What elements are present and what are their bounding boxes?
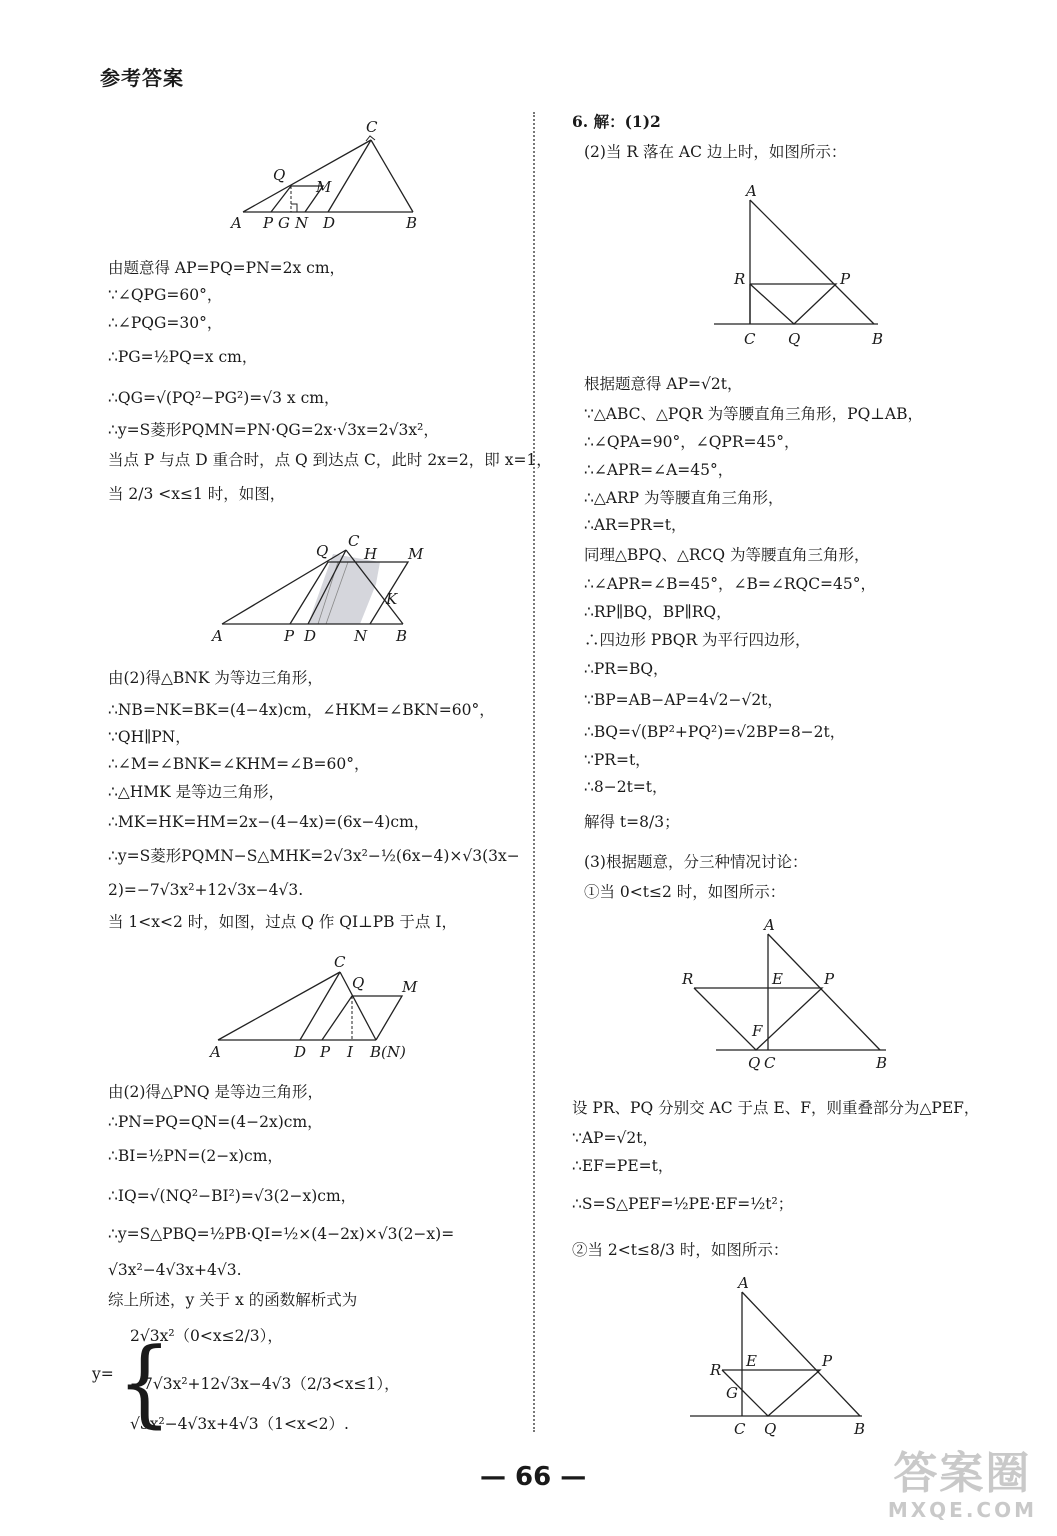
fig1-label-a: A (231, 214, 242, 232)
fig2-label-a: A (212, 627, 223, 645)
fig4-label-b: B (872, 330, 884, 348)
piecewise-y-label: y= (92, 1365, 114, 1383)
watermark-bottom: MXQE.COM (887, 1498, 1037, 1522)
right-line-b3: ∴∠QPA=90°，∠QPR=45°， (584, 433, 800, 451)
left-line-15: ∴y=S菱形PQMN−S△MHK=2√3x²−½(6x−4)×√3(3x− (108, 847, 520, 865)
page-number: — 66 — (480, 1462, 587, 1492)
right-line-a2: (2)当 R 落在 AC 边上时，如图所示： (584, 143, 847, 161)
piecewise-case-1: 2√3x²（0<x≤2/3）， (130, 1327, 283, 1345)
figure-triangle-3 (208, 950, 428, 1069)
right-line-b1: 根据题意得 AP=√2t， (584, 375, 743, 393)
right-line-b7: 同理△BPQ、△RCQ 为等腰直角三角形， (584, 546, 870, 564)
fig2-label-m: M (408, 545, 424, 563)
left-line-13: ∴△HMK 是等边三角形， (108, 783, 285, 801)
right-line-b9: ∴RP∥BQ，BP∥RQ， (584, 603, 732, 621)
left-line-2: ∵∠QPG=60°， (108, 286, 223, 304)
figure-rhombus-1 (223, 118, 433, 242)
right-line-b16: 解得 t=8/3； (584, 813, 680, 831)
fig4-label-a: A (746, 182, 757, 200)
figure-overlap-5-svg (680, 918, 910, 1078)
fig3-label-p: P (320, 1043, 331, 1061)
left-line-5: ∴QG=√(PQ²−PG²)=√3 x cm， (108, 389, 340, 407)
right-line-b18: ①当 0<t≤2 时，如图所示： (584, 883, 786, 901)
right-line-b4: ∴∠APR=∠A=45°， (584, 461, 734, 479)
fig6-label-e: E (746, 1352, 757, 1370)
left-line-12: ∴∠M=∠BNK=∠KHM=∠B=60°， (108, 755, 370, 773)
left-line-21: ∴IQ=√(NQ²−BI²)=√3(2−x)cm， (108, 1187, 357, 1205)
right-line-c3: ∴EF=PE=t， (572, 1157, 674, 1175)
figure-square-4 (702, 178, 902, 357)
left-line-1: 由题意得 AP=PQ=PN=2x cm， (108, 259, 346, 277)
left-line-4: ∴PG=½PQ=x cm， (108, 348, 258, 366)
figure-rhombus-2-svg (208, 528, 428, 648)
fig5-label-q: Q (748, 1054, 761, 1072)
fig1-label-d: D (323, 214, 336, 232)
fig3-label-c: C (334, 953, 346, 971)
left-line-19: ∴PN=PQ=QN=(4−2x)cm， (108, 1113, 323, 1131)
fig3-label-bn: B(N) (370, 1043, 406, 1061)
right-line-b11: ∴PR=BQ， (584, 660, 669, 678)
fig6-label-c: C (734, 1420, 746, 1438)
fig4-label-p: P (840, 270, 851, 288)
fig5-label-p: P (824, 970, 835, 988)
fig5-label-f: F (752, 1022, 763, 1040)
right-line-c2: ∵AP=√2t， (572, 1129, 658, 1147)
right-line-b2: ∵△ABC、△PQR 为等腰直角三角形，PQ⊥AB， (584, 405, 923, 423)
fig4-label-r: R (734, 270, 746, 288)
fig2-label-q: Q (316, 542, 329, 560)
left-line-9: 由(2)得△BNK 为等边三角形， (108, 669, 323, 687)
left-line-8: 当 2/3 <x≤1 时，如图， (108, 485, 286, 503)
left-line-16: 2)=−7√3x²+12√3x−4√3. (108, 881, 304, 899)
left-line-17: 当 1<x<2 时，如图，过点 Q 作 QI⊥PB 于点 I， (108, 913, 457, 931)
watermark-top: 答案圈 (893, 1448, 1032, 1499)
column-divider (533, 112, 535, 1432)
figure-square-4-svg (702, 178, 902, 353)
left-line-22: ∴y=S△PBQ=½PB·QI=½×(4−2x)×√3(2−x)= (108, 1225, 455, 1243)
left-line-7: 当点 P 与点 D 重合时，点 Q 到达点 C，此时 2x=2，即 x=1， (108, 451, 552, 469)
left-line-6: ∴y=S菱形PQMN=PN·QG=2x·√3x=2√3x²， (108, 421, 439, 439)
left-line-3: ∴∠PQG=30°， (108, 314, 223, 332)
fig5-label-b: B (876, 1054, 888, 1072)
fig5-label-e: E (772, 970, 783, 988)
right-line-c1: 设 PR、PQ 分别交 AC 于点 E、F，则重叠部分为△PEF， (572, 1099, 980, 1117)
fig3-label-i: I (347, 1043, 353, 1061)
left-line-23: √3x²−4√3x+4√3. (108, 1261, 242, 1279)
right-line-b14: ∵PR=t， (584, 751, 651, 769)
figure-overlap-6 (684, 1274, 884, 1448)
left-line-20: ∴BI=½PN=(2−x)cm， (108, 1147, 283, 1165)
fig1-label-b: B (406, 214, 418, 232)
figure-overlap-6-svg (684, 1274, 884, 1444)
fig1-label-g: G (278, 214, 290, 232)
fig6-label-a: A (738, 1274, 749, 1292)
piecewise-case-3: √3x²−4√3x+4√3（1<x<2）. (130, 1415, 349, 1433)
fig5-label-r: R (682, 970, 694, 988)
left-line-18: 由(2)得△PNQ 是等边三角形， (108, 1083, 324, 1101)
fig1-label-c: C (366, 118, 378, 136)
right-line-b12: ∵BP=AB−AP=4√2−√2t， (584, 691, 783, 709)
fig1-label-p: P (263, 214, 274, 232)
fig5-label-c: C (764, 1054, 776, 1072)
fig3-label-m: M (402, 978, 418, 996)
fig2-label-d: D (304, 627, 317, 645)
fig2-label-n: N (354, 627, 368, 645)
left-line-24: 综上所述，y 关于 x 的函数解析式为 (108, 1291, 358, 1309)
watermark (888, 1450, 1037, 1522)
figure-rhombus-2 (208, 528, 428, 652)
fig6-label-q: Q (764, 1420, 777, 1438)
fig3-label-d: D (294, 1043, 307, 1061)
fig1-label-q: Q (273, 166, 286, 184)
fig6-label-r: R (710, 1361, 722, 1379)
piecewise-case-2: −7√3x²+12√3x−4√3（2/3<x≤1）， (130, 1375, 400, 1393)
right-line-c5: ②当 2<t≤8/3 时，如图所示： (572, 1241, 789, 1259)
fig6-label-g: G (726, 1384, 738, 1402)
fig1-label-n: N (295, 214, 309, 232)
left-line-10: ∴NB=NK=BK=(4−4x)cm，∠HKM=∠BKN=60°， (108, 701, 495, 719)
fig1-label-m: M (316, 178, 332, 196)
right-line-b5: ∴△ARP 为等腰直角三角形， (584, 489, 784, 507)
fig4-label-q: Q (788, 330, 801, 348)
fig5-label-a: A (764, 918, 775, 934)
right-line-b13: ∴BQ=√(BP²+PQ²)=√2BP=8−2t， (584, 723, 846, 741)
figure-rhombus-1-svg (223, 118, 433, 238)
right-line-b17: (3)根据题意，分三种情况讨论： (584, 853, 808, 871)
left-line-11: ∵QH∥PN， (108, 728, 191, 746)
figure-triangle-3-svg (208, 950, 428, 1065)
fig2-label-c: C (348, 532, 360, 550)
fig3-label-a: A (210, 1043, 221, 1061)
right-line-a1: 6. 解：(1)2 (572, 112, 661, 131)
right-line-b10: ∴四边形 PBQR 为平行四边形， (584, 631, 811, 649)
right-line-b6: ∴AR=PR=t， (584, 516, 687, 534)
right-line-b15: ∴8−2t=t， (584, 778, 668, 796)
fig6-label-p: P (822, 1352, 833, 1370)
page-header: 参考答案 (100, 66, 184, 90)
fig4-label-c: C (744, 330, 756, 348)
figure-overlap-5 (680, 918, 910, 1082)
fig2-label-p: P (284, 627, 295, 645)
fig2-label-b: B (396, 627, 408, 645)
right-line-b8: ∴∠APR=∠B=45°，∠B=∠RQC=45°， (584, 575, 877, 593)
piecewise-brace: { (117, 1328, 172, 1438)
fig3-label-q: Q (352, 974, 365, 992)
left-line-14: ∴MK=HK=HM=2x−(4−4x)=(6x−4)cm， (108, 813, 430, 831)
fig2-label-h: H (364, 545, 378, 563)
fig2-label-k: K (386, 590, 398, 608)
fig6-label-b: B (854, 1420, 866, 1438)
right-line-c4: ∴S=S△PEF=½PE·EF=½t²； (572, 1195, 794, 1213)
